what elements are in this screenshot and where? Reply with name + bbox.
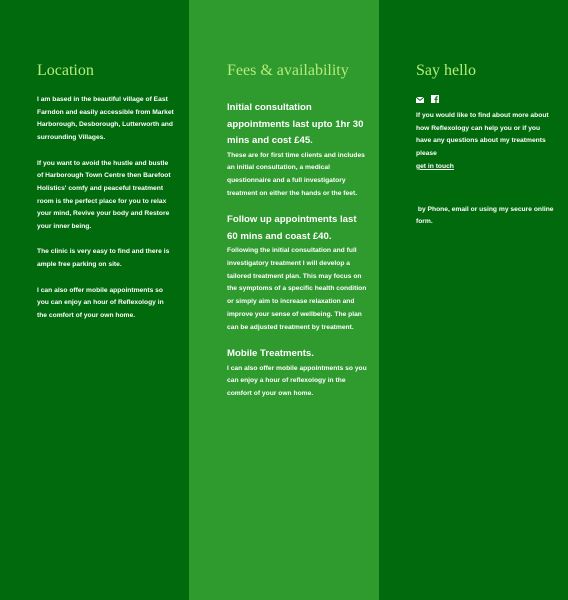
follow-up-heading: Follow up appointments last 60 mins and coast £40.: [227, 214, 357, 242]
mobile-treatments-block: [227, 346, 367, 401]
fees-title: Fees & availability: [227, 62, 349, 79]
mobile-treatments-text: I can also offer mobile appointments so you can enjoy a hour of reflexology in the comfort of your own home.: [227, 364, 367, 398]
say-hello-title: Say hello: [416, 62, 476, 79]
location-text-3: The clinic is very easy to find and there is ample free parking on site.: [37, 248, 170, 269]
initial-consultation-block: [227, 100, 367, 200]
location-column: [0, 0, 189, 600]
spacer: [416, 174, 554, 204]
mail-icon[interactable]: [416, 90, 424, 108]
say-hello-text-2-content: by Phone, email or using my secure online form.: [416, 205, 554, 226]
follow-up-block: [227, 212, 367, 334]
location-text-1: I am based in the beautiful village of East Farndon and easily accessible from Market Harborough, Desborough, Lutterworth and surrounding Villages.: [37, 96, 174, 142]
say-hello-text-1: If you would like to find about more about how Reflexology can help you or if you have any questions about my treatments please: [416, 112, 549, 158]
get-in-touch-link[interactable]: get in touch: [416, 162, 454, 170]
say-hello-text-2: [416, 204, 554, 229]
initial-consultation-heading: Initial consultation appointments last upto 1hr 30 mins and cost £45.: [227, 102, 364, 146]
fees-column: [189, 0, 379, 600]
location-title: Location: [37, 62, 94, 79]
social-icons: [416, 94, 554, 104]
follow-up-text: Following the initial consultation and full investigatory treatment I will develop a tailored treatment plan. This may focus on the symptoms of a specific health condition or simply aim to increase relaxation and improve your sense of wellbeing. The plan can be adjusted treatment by treatment.: [227, 247, 367, 331]
location-text-2: If you want to avoid the hustle and bustle of Harborough Town Centre then Barefoot Holistics' comfy and peaceful treatment room is the perfect place for you to relax your mind, Revive your body and Restore your inner being.: [37, 159, 171, 231]
mobile-treatments-heading: Mobile Treatments.: [227, 348, 314, 360]
say-hello-column: [379, 0, 568, 600]
initial-consultation-text: These are for first time clients and includes an initial consultation, a medical questionnaire and a full investigatory treatment on either the hands or the feet.: [227, 151, 365, 197]
facebook-icon[interactable]: [431, 90, 439, 108]
location-text-4: I can also offer mobile appointments so you can enjoy an hour of Reflexology in the comfort of your own home.: [37, 286, 164, 319]
